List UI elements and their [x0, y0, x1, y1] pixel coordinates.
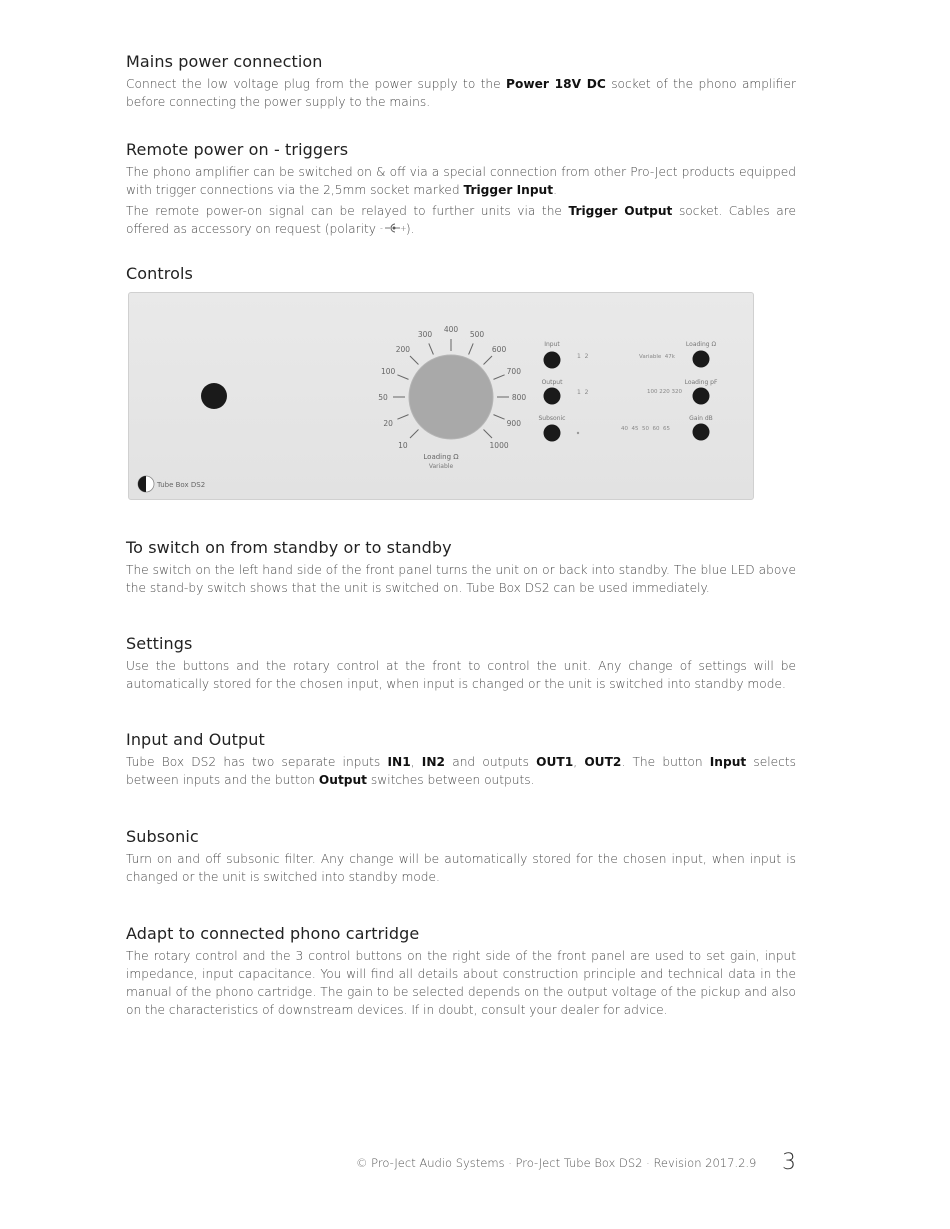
- dial-tick: [484, 356, 492, 364]
- dial-label: 20: [383, 419, 393, 429]
- dial-label: 1000: [489, 441, 509, 451]
- loading-pf-button[interactable]: [693, 388, 710, 405]
- dial-label: 50: [378, 393, 388, 402]
- project-logo-icon: [138, 476, 154, 492]
- dial-label: 100: [381, 366, 396, 376]
- text-input-output: Tube Box DS2 has two separate inputs IN1, IN2 and outputs OUT1, OUT2. The button Input selects between inputs and the button Output switches between outputs.: [126, 755, 796, 787]
- loading-pf-options: 100 220 320: [647, 389, 682, 395]
- loading-ohm-options: Variable 47k: [639, 354, 675, 360]
- output-options: 1 2: [577, 389, 589, 396]
- heading-remote-power: Remote power on - triggers: [126, 140, 349, 159]
- section-standby: [126, 538, 796, 597]
- dial-tick: [397, 375, 408, 380]
- dial-label: 900: [506, 419, 521, 429]
- input-label: Input: [544, 341, 560, 348]
- dial-tick: [397, 415, 408, 420]
- dial-label: 500: [469, 330, 485, 340]
- subsonic-led-icon: [577, 432, 579, 434]
- dial-label: 600: [491, 344, 507, 354]
- heading-mains-power: Mains power connection: [126, 52, 323, 71]
- text-mains-power: Connect the low voltage plug from the power supply to the Power 18V DC socket of the phono amplifier before connecting the power supply to the mains.: [126, 77, 796, 109]
- gain-button[interactable]: [693, 424, 710, 441]
- dial-tick: [484, 430, 492, 438]
- section-input-output: [126, 730, 796, 789]
- dial-label: 800: [511, 393, 527, 402]
- dial-label: 700: [506, 366, 521, 376]
- dial-tick: [469, 343, 474, 354]
- text-settings: Use the buttons and the rotary control at the front to control the unit. Any change of settings will be automatically stored for the chosen input, when input is changed or the unit is switched into standby mode.: [126, 659, 796, 691]
- loading-ohm-label: Loading Ω: [685, 341, 717, 348]
- dial-tick: [410, 430, 418, 438]
- heading-standby: To switch on from standby or to standby: [126, 538, 452, 557]
- section-settings: [126, 634, 796, 693]
- front-panel-illustration: [128, 292, 754, 500]
- dial-tick: [493, 375, 504, 380]
- page-number: 3: [782, 1150, 796, 1175]
- loading-ohm-button[interactable]: [693, 351, 710, 368]
- dial-tick: [410, 356, 418, 364]
- output-label: Output: [541, 379, 563, 386]
- dial-tick: [429, 343, 434, 354]
- text-standby: The switch on the left hand side of the front panel turns the unit on or back into standby. The blue LED above the stand-by switch shows that the unit is switched on. Tube Box DS2 can be used immediately.: [126, 563, 796, 595]
- loading-pf-label: Loading pF: [684, 379, 718, 386]
- input-button[interactable]: [544, 352, 561, 369]
- input-options: 1 2: [577, 353, 589, 360]
- gain-options: 40 45 50 60 65: [621, 426, 670, 432]
- heading-adapt-cartridge: Adapt to connected phono cartridge: [126, 924, 420, 943]
- dial-sub: Variable: [428, 463, 454, 470]
- dial-caption: Loading Ω: [423, 453, 459, 461]
- heading-settings: Settings: [126, 634, 193, 653]
- polarity-symbol-icon: [380, 221, 406, 233]
- subsonic-label: Subsonic: [538, 415, 566, 422]
- text-remote-2: The remote power-on signal can be relayed to further units via the Trigger Output socket. Cables are offered as accessory on request (polarity - + ).: [126, 204, 796, 236]
- dial-tick: [493, 415, 504, 420]
- output-button[interactable]: [544, 388, 561, 405]
- section-subsonic: [126, 827, 796, 886]
- dial-label: 300: [417, 330, 433, 340]
- section-remote-power: [126, 140, 796, 238]
- loading-dial: [378, 325, 526, 470]
- section-controls: [126, 264, 796, 287]
- footer-text: © Pro-Ject Audio Systems · Pro-Ject Tube Box DS2 · Revision 2017.2.9: [356, 1156, 757, 1170]
- heading-input-output: Input and Output: [126, 730, 265, 749]
- svg-text:-: -: [379, 224, 383, 233]
- standby-switch-icon: [201, 383, 227, 409]
- dial-label: 400: [443, 325, 459, 334]
- text-remote-1: The phono amplifier can be switched on & off via a special connection from other Pro-Ject products equipped with trigger connections via the 2,5mm socket marked Trigger Input.: [126, 165, 796, 197]
- text-adapt-cartridge: The rotary control and the 3 control buttons on the right side of the front panel are used to set gain, input impedance, input capacitance. You will find all details about construction principle and technical data in the manual of the phono cartridge. The gain to be selected depends on the output voltage of the pickup and also on the characteristics of downstream devices. If in doubt, consult your dealer for advice.: [126, 949, 796, 1017]
- text-subsonic: Turn on and off subsonic filter. Any change will be automatically stored for the chosen input, when input is changed or the unit is switched into standby mode.: [126, 852, 796, 884]
- gain-label: Gain dB: [689, 415, 713, 422]
- dial-label: 10: [398, 441, 408, 451]
- dial-label: 200: [395, 344, 411, 354]
- heading-controls: Controls: [126, 264, 193, 283]
- section-adapt-cartridge: [126, 924, 796, 1019]
- section-mains-power: [126, 52, 796, 111]
- svg-text:+: +: [399, 224, 407, 233]
- subsonic-button[interactable]: [544, 425, 561, 442]
- heading-subsonic: Subsonic: [126, 827, 199, 846]
- model-name: Tube Box DS2: [157, 481, 206, 489]
